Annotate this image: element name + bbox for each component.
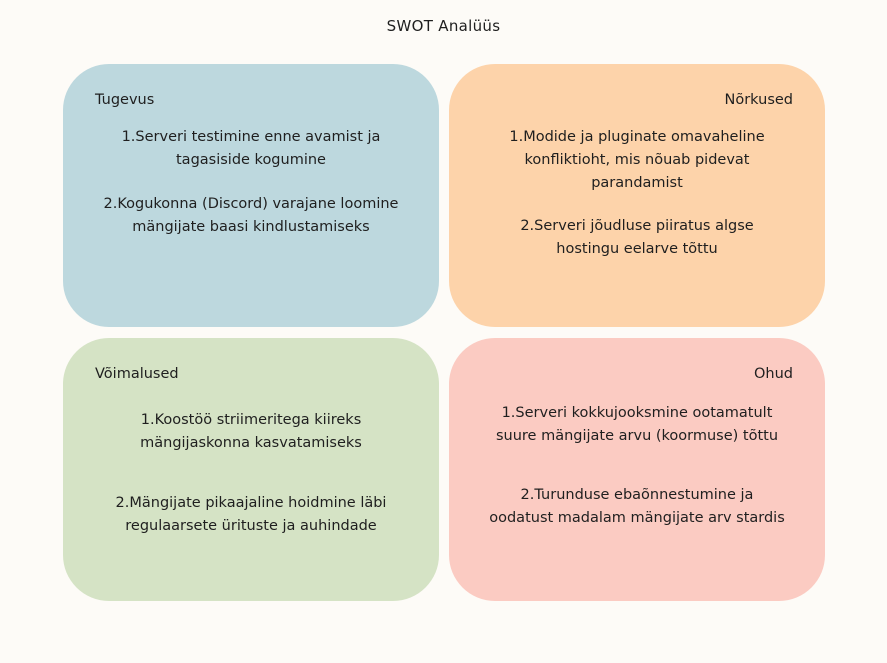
strengths-item-2: 2.Kogukonna (Discord) varajane loomine mängijate baasi kindlustamiseks (103, 196, 399, 235)
opportunities-label: Võimalused (95, 366, 179, 382)
threats-item-2: 2.Turunduse ebaõnnestumine ja oodatust madalam mängijate arv stardis (489, 487, 785, 526)
threats-item-1: 1.Serveri kokkujooksmine ootamatult suure mängijate arvu (koormuse) tõttu (495, 405, 779, 444)
weaknesses-item-2: 2.Serveri jõudluse piiratus algse hostingu eelarve tõttu (520, 218, 754, 257)
strengths-item-1: 1.Serveri testimine enne avamist ja tagasiside kogumine (121, 129, 381, 168)
weaknesses-label: Nõrkused (724, 92, 793, 108)
weaknesses-item-1: 1.Modide ja pluginate omavaheline konfliktioht, mis nõuab pidevat parandamist (509, 129, 765, 191)
diagram-title: SWOT Analüüs (386, 17, 501, 35)
opportunities-item-2: 2.Mängijate pikaajaline hoidmine läbi regulaarsete ürituste ja auhindade (115, 495, 387, 534)
threats-label: Ohud (754, 366, 793, 382)
opportunities-quadrant (63, 338, 439, 601)
threats-quadrant (449, 338, 825, 601)
weaknesses-quadrant (449, 64, 825, 327)
strengths-quadrant (63, 64, 439, 327)
opportunities-item-1: 1.Koostöö striimeritega kiireks mängijaskonna kasvatamiseks (140, 412, 362, 451)
strengths-label: Tugevus (95, 92, 155, 108)
